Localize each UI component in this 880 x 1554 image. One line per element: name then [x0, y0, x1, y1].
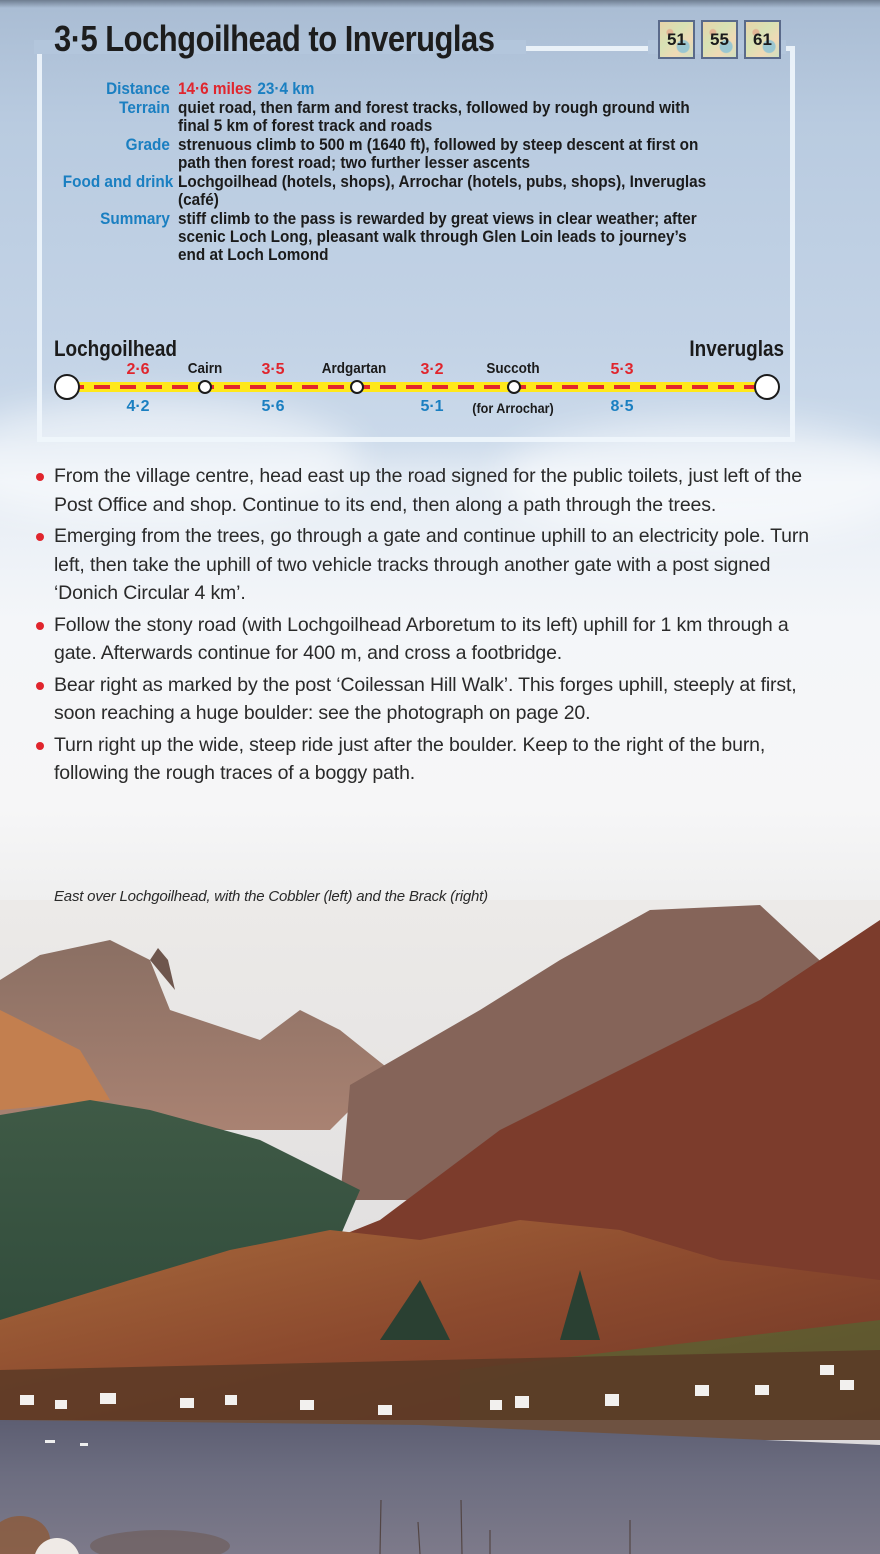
- page-top-edge: [0, 0, 880, 8]
- fact-grade: [50, 136, 770, 172]
- waypoint-node-icon: [350, 380, 364, 394]
- fact-distance: [50, 80, 770, 98]
- fact-value: quiet road, then farm and forest tracks, followed by rough ground with final 5 km of forest track and roads: [178, 98, 690, 135]
- map-tiles: [658, 20, 781, 59]
- route-end-town: Inveruglas: [689, 336, 784, 361]
- direction-step: Bear right as marked by the post ‘Coilessan Hill Walk’. This forges uphill, steeply at first, soon reaching a huge boulder: see the photograph on page 20.: [36, 671, 836, 728]
- fact-value: Lochgoilhead (hotels, shops), Arrochar (hotels, pubs, shops), Inveruglas (café): [178, 172, 707, 209]
- fact-label: Summary: [100, 209, 170, 228]
- route-strip-diagram: [54, 336, 784, 426]
- direction-step: Turn right up the wide, steep ride just after the boulder. Keep to the right of the burn, following the rough traces of a boggy path.: [36, 731, 836, 788]
- waypoint-node-icon: [198, 380, 212, 394]
- waypoint-label: Cairn: [187, 360, 223, 377]
- fact-terrain: [50, 99, 770, 135]
- fact-label: Food and drink: [62, 172, 174, 191]
- distance-km: 23·4 km: [257, 79, 315, 98]
- map-page-number: 51: [667, 29, 686, 49]
- route-track-line: [68, 382, 768, 392]
- segment-km: 5·6: [261, 398, 285, 415]
- route-facts: [50, 80, 770, 265]
- fact-food-and-drink: [50, 173, 770, 209]
- bullet-icon: [36, 533, 44, 541]
- distance-miles: 14·6 miles: [178, 79, 253, 98]
- segment-km: 4·2: [126, 398, 150, 415]
- fact-label: Terrain: [119, 98, 170, 117]
- fact-summary: [50, 210, 770, 264]
- direction-step: Emerging from the trees, go through a gate and continue uphill to an electricity pole. Turn left, then take the uphill of two vehicle tracks through another gate with a post signed ‘Donich Circular 4 km’.: [36, 522, 836, 608]
- section-title: 3·5 Lochgoilhead to Inveruglas: [54, 18, 495, 59]
- directions-list: [36, 462, 836, 791]
- bullet-icon: [36, 473, 44, 481]
- map-thumbnail-icon[interactable]: [701, 20, 738, 59]
- segment-miles: 3·2: [420, 361, 444, 378]
- map-thumbnail-icon[interactable]: [658, 20, 695, 59]
- waypoint-sublabel: (for Arrochar): [472, 400, 554, 416]
- route-start-town: Lochgoilhead: [54, 336, 177, 361]
- fact-label: Grade: [125, 135, 170, 154]
- waypoint-node-icon: [507, 380, 521, 394]
- segment-miles: 3·5: [261, 361, 285, 378]
- direction-step: From the village centre, head east up the road signed for the public toilets, just left of the Post Office and shop. Continue to its end, then along a path through the trees.: [36, 462, 836, 519]
- map-thumbnail-icon[interactable]: [744, 20, 781, 59]
- map-page-number: 61: [753, 29, 772, 49]
- bullet-icon: [36, 682, 44, 690]
- bullet-icon: [36, 742, 44, 750]
- segment-miles: 5·3: [610, 361, 634, 378]
- segment-km: 8·5: [610, 398, 634, 415]
- start-node-icon: [54, 374, 80, 400]
- waypoint-label: Succoth: [486, 360, 540, 377]
- direction-step: Follow the stony road (with Lochgoilhead Arboretum to its left) uphill for 1 km through a gate. Afterwards continue for 400 m, and cross a footbridge.: [36, 611, 836, 668]
- segment-km: 5·1: [420, 398, 444, 415]
- bullet-icon: [36, 622, 44, 630]
- waypoint-label: Ardgartan: [321, 360, 387, 377]
- fact-value: stiff climb to the pass is rewarded by great views in clear weather; after scenic Loch Long, pleasant walk through Glen Loin leads to journey’s end at Loch Lomond: [178, 209, 697, 264]
- landscape-photo: [0, 900, 880, 1554]
- segment-miles: 2·6: [126, 361, 150, 378]
- end-node-icon: [754, 374, 780, 400]
- fact-value: strenuous climb to 500 m (1640 ft), followed by steep descent at first on path then forest road; two further lesser ascents: [178, 135, 699, 172]
- photo-caption: East over Lochgoilhead, with the Cobbler (left) and the Brack (right): [54, 888, 488, 905]
- map-page-number: 55: [710, 29, 729, 49]
- fact-label: Distance: [106, 79, 170, 98]
